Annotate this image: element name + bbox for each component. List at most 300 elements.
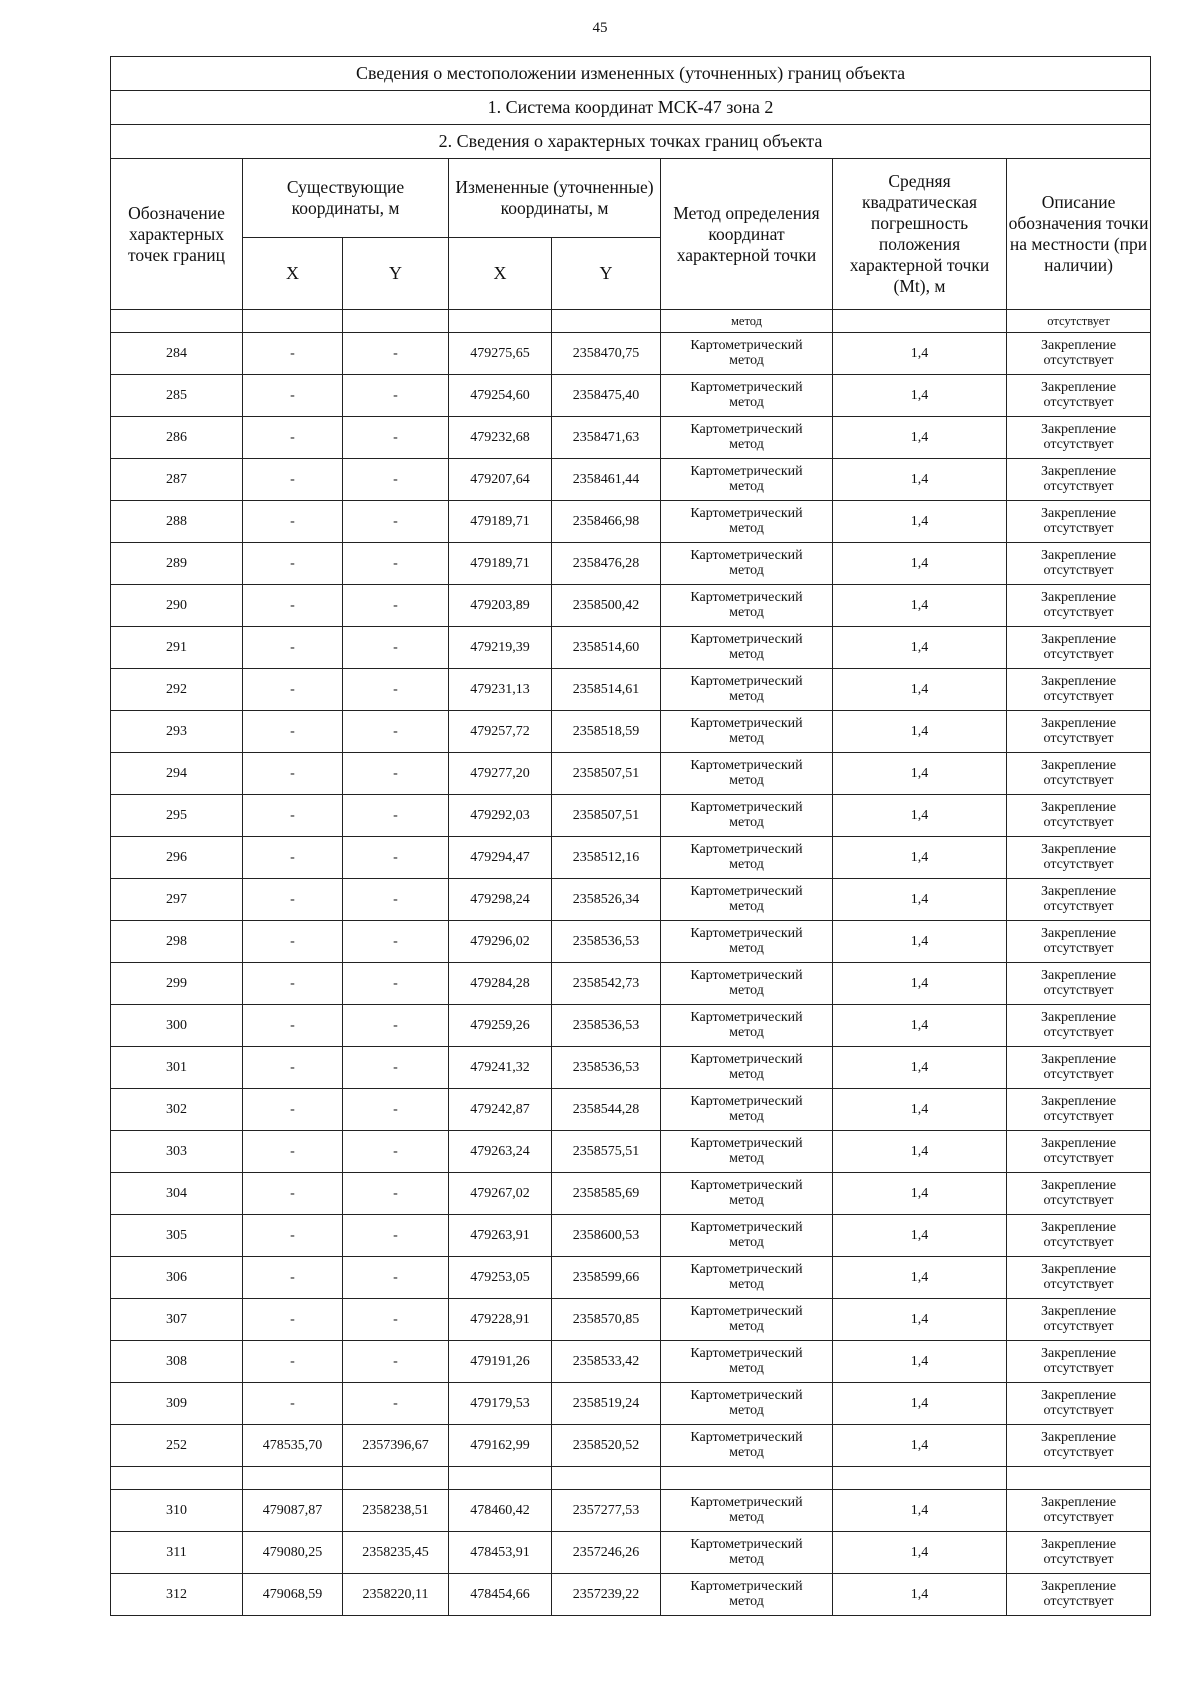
existing-x: - [243, 711, 343, 753]
existing-y: - [343, 711, 449, 753]
existing-x: - [243, 963, 343, 1005]
changed-x: 479191,26 [449, 1341, 552, 1383]
table-row [111, 669, 1151, 711]
description-cell-line1: Закрепление [1040, 841, 1117, 857]
point-number: 300 [111, 1005, 243, 1047]
changed-x: 479203,89 [449, 585, 552, 627]
method-cell-line2: метод [729, 730, 764, 746]
existing-x: - [243, 333, 343, 375]
method-cell-line1: Картометрический [690, 841, 803, 857]
table-row [111, 711, 1151, 753]
header-existing-x: X [243, 238, 343, 310]
changed-y: 2358533,42 [552, 1341, 661, 1383]
description-cell [1007, 1089, 1151, 1131]
description-cell [1007, 1005, 1151, 1047]
description-cell-line1: Закрепление [1040, 715, 1117, 731]
method-cell-line2: метод [729, 688, 764, 704]
error-value: 1,4 [833, 585, 1007, 627]
description-cell-line1: Закрепление [1040, 1578, 1117, 1594]
existing-x: 479080,25 [243, 1532, 343, 1574]
method-cell-line2: метод [729, 1402, 764, 1418]
existing-x: 479087,87 [243, 1490, 343, 1532]
error-value: 1,4 [833, 1574, 1007, 1616]
error-value: 1,4 [833, 1532, 1007, 1574]
header-changed-x: X [449, 238, 552, 310]
description-cell-line2: отсутствует [1043, 1593, 1114, 1609]
table-row [111, 753, 1151, 795]
description-cell-line1: Закрепление [1040, 337, 1117, 353]
point-number: 305 [111, 1215, 243, 1257]
method-cell-line1: Картометрический [690, 1009, 803, 1025]
changed-x: 479277,20 [449, 753, 552, 795]
method-cell-line1: Картометрический [690, 1345, 803, 1361]
error-value: 1,4 [833, 1173, 1007, 1215]
description-cell-line2: отсутствует [1043, 856, 1114, 872]
description-cell [1007, 1425, 1151, 1467]
method-cell-line2: метод [729, 604, 764, 620]
description-cell [1007, 1299, 1151, 1341]
description-cell-line2: отсутствует [1043, 772, 1114, 788]
changed-y: 2358466,98 [552, 501, 661, 543]
method-cell [661, 1257, 833, 1299]
method-cell-line2: метод [729, 772, 764, 788]
method-cell-line1: Картометрический [690, 421, 803, 437]
point-number: 298 [111, 921, 243, 963]
error-value: 1,4 [833, 1089, 1007, 1131]
description-cell-line1: Закрепление [1040, 379, 1117, 395]
changed-y: 2358536,53 [552, 1047, 661, 1089]
error-value: 1,4 [833, 333, 1007, 375]
table-row [111, 1047, 1151, 1089]
method-cell-line1: Картометрический [690, 1177, 803, 1193]
error-value: 1,4 [833, 417, 1007, 459]
description-cell-line1: Закрепление [1040, 421, 1117, 437]
existing-y: - [343, 1173, 449, 1215]
existing-y: - [343, 1089, 449, 1131]
table-row [111, 1532, 1151, 1574]
changed-x: 479259,26 [449, 1005, 552, 1047]
header-designation: Обозначение характерных точек границ [111, 159, 243, 310]
changed-x: 479254,60 [449, 375, 552, 417]
method-cell-line1: Картометрический [690, 673, 803, 689]
description-cell-line2: отсутствует [1043, 1509, 1114, 1525]
error-value: 1,4 [833, 795, 1007, 837]
changed-x: 478454,66 [449, 1574, 552, 1616]
changed-y: 2358514,60 [552, 627, 661, 669]
error-value: 1,4 [833, 1257, 1007, 1299]
point-number: 295 [111, 795, 243, 837]
description-cell-line2: отсутствует [1043, 436, 1114, 452]
existing-y: - [343, 1005, 449, 1047]
point-number: 286 [111, 417, 243, 459]
method-cell [661, 1299, 833, 1341]
method-cell [661, 1173, 833, 1215]
header-changed-y: Y [552, 238, 661, 310]
existing-y: - [343, 1299, 449, 1341]
method-cell-line2: метод [729, 1551, 764, 1567]
changed-x: 478453,91 [449, 1532, 552, 1574]
changed-y: 2358461,44 [552, 459, 661, 501]
description-cell-line1: Закрепление [1040, 1009, 1117, 1025]
description-cell-line2: отсутствует [1043, 688, 1114, 704]
changed-y: 2358475,40 [552, 375, 661, 417]
table-row [111, 1490, 1151, 1532]
description-cell [1007, 1173, 1151, 1215]
method-cell-line2: метод [729, 1150, 764, 1166]
existing-y: - [343, 333, 449, 375]
table-row [111, 1215, 1151, 1257]
changed-y: 2358512,16 [552, 837, 661, 879]
error-value: 1,4 [833, 1383, 1007, 1425]
method-cell-line2: метод [729, 520, 764, 536]
existing-y: - [343, 543, 449, 585]
method-cell-line2: метод [729, 856, 764, 872]
method-cell [661, 1341, 833, 1383]
error-value: 1,4 [833, 1215, 1007, 1257]
changed-y: 2357277,53 [552, 1490, 661, 1532]
existing-x: - [243, 795, 343, 837]
error-value: 1,4 [833, 1341, 1007, 1383]
point-number: 252 [111, 1425, 243, 1467]
changed-y: 2358570,85 [552, 1299, 661, 1341]
existing-x: - [243, 1215, 343, 1257]
point-number: 289 [111, 543, 243, 585]
error-value: 1,4 [833, 543, 1007, 585]
error-value: 1,4 [833, 1005, 1007, 1047]
table-row [111, 501, 1151, 543]
existing-x: - [243, 543, 343, 585]
existing-x: - [243, 1341, 343, 1383]
existing-y: 2358220,11 [343, 1574, 449, 1616]
method-cell-line1: Картометрический [690, 1303, 803, 1319]
method-cell-line2: метод [729, 478, 764, 494]
description-cell [1007, 837, 1151, 879]
table-row [111, 1005, 1151, 1047]
point-number: 291 [111, 627, 243, 669]
description-cell [1007, 711, 1151, 753]
point-number: 304 [111, 1173, 243, 1215]
method-cell-line2: метод [729, 1066, 764, 1082]
point-number: 311 [111, 1532, 243, 1574]
method-cell-line2: метод [729, 814, 764, 830]
existing-y: - [343, 375, 449, 417]
method-cell-line1: Картометрический [690, 799, 803, 815]
existing-x: - [243, 1299, 343, 1341]
method-cell-line1: Картометрический [690, 1051, 803, 1067]
description-cell-line2: отсутствует [1043, 478, 1114, 494]
method-cell-line1: Картометрический [690, 1494, 803, 1510]
method-cell [661, 711, 833, 753]
method-cell-line2: метод [729, 1360, 764, 1376]
description-cell-line1: Закрепление [1040, 505, 1117, 521]
changed-y: 2357246,26 [552, 1532, 661, 1574]
empty-separator-row [111, 1467, 1151, 1490]
changed-y: 2358520,52 [552, 1425, 661, 1467]
description-cell-line1: Закрепление [1040, 967, 1117, 983]
description-cell-line1: Закрепление [1040, 1219, 1117, 1235]
error-value: 1,4 [833, 669, 1007, 711]
method-cell [661, 1425, 833, 1467]
method-cell [661, 1215, 833, 1257]
description-cell [1007, 501, 1151, 543]
existing-x: - [243, 585, 343, 627]
changed-x: 478460,42 [449, 1490, 552, 1532]
description-cell-line1: Закрепление [1040, 883, 1117, 899]
existing-y: - [343, 921, 449, 963]
description-cell [1007, 417, 1151, 459]
method-cell-line2: метод [729, 1509, 764, 1525]
point-number: 303 [111, 1131, 243, 1173]
table-row [111, 879, 1151, 921]
method-cell-line1: Картометрический [690, 379, 803, 395]
method-cell-line2: метод [729, 1593, 764, 1609]
method-cell-line2: метод [729, 352, 764, 368]
method-cell-line1: Картометрический [690, 1578, 803, 1594]
description-cell [1007, 1490, 1151, 1532]
existing-y: - [343, 837, 449, 879]
header-description: Описание обозначения точки на местности (при наличии) [1007, 159, 1151, 310]
table-row [111, 1574, 1151, 1616]
error-value: 1,4 [833, 375, 1007, 417]
description-cell-line2: отсутствует [1043, 562, 1114, 578]
changed-y: 2358507,51 [552, 795, 661, 837]
existing-y: - [343, 585, 449, 627]
method-cell [661, 1532, 833, 1574]
method-cell-line2: метод [729, 1024, 764, 1040]
point-number: 296 [111, 837, 243, 879]
error-value: 1,4 [833, 459, 1007, 501]
method-cell-line2: метод [729, 436, 764, 452]
method-cell [661, 879, 833, 921]
existing-x: - [243, 417, 343, 459]
changed-x: 479241,32 [449, 1047, 552, 1089]
existing-x: - [243, 459, 343, 501]
method-cell [661, 1574, 833, 1616]
existing-x: - [243, 1131, 343, 1173]
method-cell-line1: Картометрический [690, 1135, 803, 1151]
table-row [111, 837, 1151, 879]
description-cell [1007, 1257, 1151, 1299]
description-cell-line1: Закрепление [1040, 1345, 1117, 1361]
method-cell-line2: метод [729, 1444, 764, 1460]
header-existing-coordinates: Существующие координаты, м [243, 159, 449, 238]
description-cell-line1: Закрепление [1040, 1387, 1117, 1403]
empty-cell [343, 1467, 449, 1490]
changed-x: 479284,28 [449, 963, 552, 1005]
description-cell [1007, 753, 1151, 795]
method-cell [661, 795, 833, 837]
changed-y: 2358600,53 [552, 1215, 661, 1257]
method-cell-line1: Картометрический [690, 463, 803, 479]
description-cell-line2: отсутствует [1043, 1150, 1114, 1166]
point-number: 292 [111, 669, 243, 711]
description-cell [1007, 879, 1151, 921]
existing-y: - [343, 1383, 449, 1425]
existing-y: - [343, 753, 449, 795]
changed-x: 479231,13 [449, 669, 552, 711]
changed-x: 479242,87 [449, 1089, 552, 1131]
description-cell-line2: отсутствует [1043, 1234, 1114, 1250]
existing-x: - [243, 837, 343, 879]
existing-y: - [343, 627, 449, 669]
table-row [111, 585, 1151, 627]
description-cell-line2: отсутствует [1043, 604, 1114, 620]
point-number: 307 [111, 1299, 243, 1341]
method-cell-line2: метод [729, 394, 764, 410]
changed-y: 2357239,22 [552, 1574, 661, 1616]
existing-x: - [243, 1173, 343, 1215]
method-cell-line1: Картометрический [690, 1261, 803, 1277]
method-cell-line2: метод [729, 1318, 764, 1334]
method-cell-line1: Картометрический [690, 1536, 803, 1552]
description-cell [1007, 1341, 1151, 1383]
description-cell-line1: Закрепление [1040, 1051, 1117, 1067]
description-cell [1007, 1383, 1151, 1425]
method-cell [661, 1383, 833, 1425]
existing-y: - [343, 963, 449, 1005]
empty-cell [1007, 1467, 1151, 1490]
header-existing-y: Y [343, 238, 449, 310]
error-value: 1,4 [833, 627, 1007, 669]
method-cell-line2: метод [729, 940, 764, 956]
existing-y: - [343, 459, 449, 501]
changed-x: 479253,05 [449, 1257, 552, 1299]
description-cell-line1: Закрепление [1040, 1536, 1117, 1552]
description-cell-line1: Закрепление [1040, 547, 1117, 563]
point-number: 309 [111, 1383, 243, 1425]
existing-y: - [343, 669, 449, 711]
method-cell [661, 1089, 833, 1131]
method-cell-line1: Картометрический [690, 925, 803, 941]
existing-x: 478535,70 [243, 1425, 343, 1467]
changed-y: 2358536,53 [552, 921, 661, 963]
empty-cell [833, 1467, 1007, 1490]
changed-y: 2358500,42 [552, 585, 661, 627]
method-cell [661, 669, 833, 711]
description-cell-line2: отсутствует [1043, 1318, 1114, 1334]
changed-x: 479292,03 [449, 795, 552, 837]
table-row [111, 627, 1151, 669]
existing-x: - [243, 1047, 343, 1089]
description-cell-line1: Закрепление [1040, 1177, 1117, 1193]
error-value: 1,4 [833, 921, 1007, 963]
method-cell [661, 417, 833, 459]
description-cell [1007, 627, 1151, 669]
description-cell-line1: Закрепление [1040, 1429, 1117, 1445]
method-cell-line2: метод [729, 982, 764, 998]
changed-x: 479189,71 [449, 501, 552, 543]
method-cell-line1: Картометрический [690, 631, 803, 647]
error-value: 1,4 [833, 1131, 1007, 1173]
method-cell [661, 585, 833, 627]
description-cell-line2: отсутствует [1043, 520, 1114, 536]
existing-y: - [343, 501, 449, 543]
table-row [111, 417, 1151, 459]
empty-cell [111, 1467, 243, 1490]
description-cell-line1: Закрепление [1040, 673, 1117, 689]
changed-y: 2358519,24 [552, 1383, 661, 1425]
table-row [111, 921, 1151, 963]
continuation-description: отсутствует [1007, 310, 1151, 333]
existing-y: - [343, 1215, 449, 1257]
description-cell-line2: отсутствует [1043, 1360, 1114, 1376]
error-value: 1,4 [833, 1490, 1007, 1532]
description-cell [1007, 669, 1151, 711]
existing-x: - [243, 753, 343, 795]
changed-y: 2358526,34 [552, 879, 661, 921]
error-value: 1,4 [833, 879, 1007, 921]
description-cell-line1: Закрепление [1040, 757, 1117, 773]
error-value: 1,4 [833, 1299, 1007, 1341]
description-cell [1007, 375, 1151, 417]
empty-cell [552, 1467, 661, 1490]
method-cell-line1: Картометрический [690, 715, 803, 731]
changed-x: 479232,68 [449, 417, 552, 459]
description-cell [1007, 1047, 1151, 1089]
method-cell-line1: Картометрический [690, 505, 803, 521]
changed-x: 479219,39 [449, 627, 552, 669]
table-row [111, 1341, 1151, 1383]
table-row [111, 543, 1151, 585]
existing-x: - [243, 501, 343, 543]
point-number: 285 [111, 375, 243, 417]
description-cell [1007, 585, 1151, 627]
table-row [111, 459, 1151, 501]
boundary-points-table [110, 56, 1151, 1616]
changed-y: 2358518,59 [552, 711, 661, 753]
method-cell-line1: Картометрический [690, 967, 803, 983]
point-number: 302 [111, 1089, 243, 1131]
method-cell [661, 921, 833, 963]
description-cell-line2: отсутствует [1043, 1276, 1114, 1292]
existing-y: - [343, 1341, 449, 1383]
method-cell [661, 963, 833, 1005]
error-value: 1,4 [833, 837, 1007, 879]
existing-x: - [243, 1005, 343, 1047]
header-changed-coordinates: Измененные (уточненные) координаты, м [449, 159, 661, 238]
method-cell [661, 543, 833, 585]
changed-y: 2358599,66 [552, 1257, 661, 1299]
empty-cell [661, 1467, 833, 1490]
existing-x: - [243, 879, 343, 921]
existing-x: - [243, 627, 343, 669]
method-cell-line1: Картометрический [690, 1387, 803, 1403]
point-number: 287 [111, 459, 243, 501]
error-value: 1,4 [833, 501, 1007, 543]
method-cell [661, 837, 833, 879]
description-cell-line2: отсутствует [1043, 1551, 1114, 1567]
method-cell [661, 1005, 833, 1047]
existing-y: - [343, 1257, 449, 1299]
description-cell-line2: отсутствует [1043, 646, 1114, 662]
changed-x: 479275,65 [449, 333, 552, 375]
description-cell [1007, 333, 1151, 375]
description-cell [1007, 459, 1151, 501]
method-cell-line1: Картометрический [690, 1429, 803, 1445]
method-cell [661, 753, 833, 795]
method-cell-line2: метод [729, 1192, 764, 1208]
existing-y: - [343, 1047, 449, 1089]
changed-x: 479257,72 [449, 711, 552, 753]
point-number: 294 [111, 753, 243, 795]
changed-y: 2358542,73 [552, 963, 661, 1005]
existing-y: - [343, 417, 449, 459]
changed-y: 2358585,69 [552, 1173, 661, 1215]
method-cell-line2: метод [729, 1108, 764, 1124]
empty-cell [243, 1467, 343, 1490]
table-row [111, 1383, 1151, 1425]
changed-y: 2358575,51 [552, 1131, 661, 1173]
